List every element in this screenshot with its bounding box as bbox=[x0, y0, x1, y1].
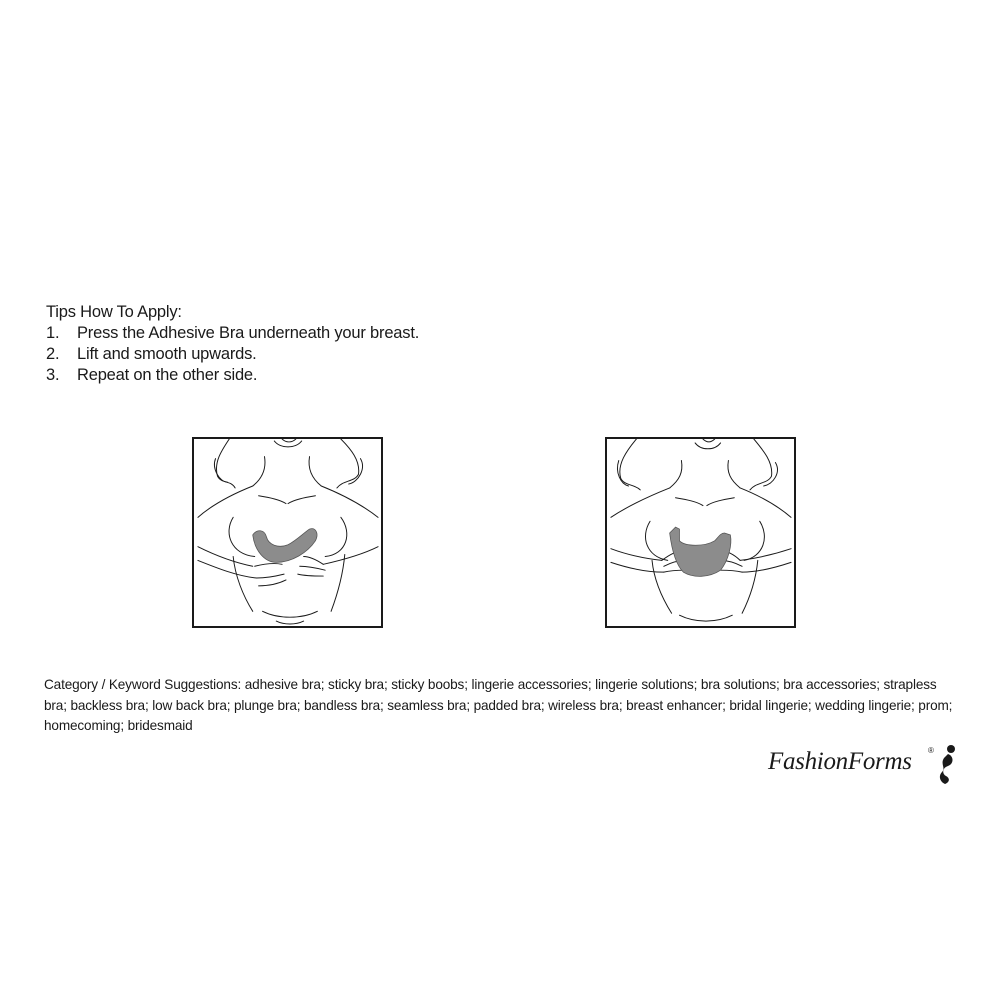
step-text: Lift and smooth upwards. bbox=[77, 345, 257, 363]
tips-steps-list bbox=[46, 323, 646, 386]
apply-press-drawing bbox=[194, 439, 381, 626]
apply-lift-illustration bbox=[605, 437, 796, 628]
keyword-suggestions bbox=[44, 675, 954, 737]
step-text: Repeat on the other side. bbox=[77, 366, 258, 384]
tips-step bbox=[46, 365, 646, 386]
application-tips bbox=[46, 302, 646, 386]
tips-heading: Tips How To Apply: bbox=[46, 303, 182, 321]
tips-step bbox=[46, 323, 646, 344]
registered-mark: ® bbox=[928, 746, 934, 755]
logo-wordmark: FashionForms bbox=[768, 748, 912, 775]
step-text: Press the Adhesive Bra underneath your breast. bbox=[77, 324, 420, 342]
step-number: 3. bbox=[46, 366, 60, 384]
apply-press-illustration bbox=[192, 437, 383, 628]
step-number: 1. bbox=[46, 324, 60, 342]
tips-step bbox=[46, 344, 646, 365]
apply-lift-drawing bbox=[607, 439, 794, 626]
fashion-forms-logo bbox=[768, 742, 958, 786]
logo-figure-icon bbox=[936, 744, 958, 784]
keywords-text: adhesive bra; sticky bra; sticky boobs; lingerie accessories; lingerie solutions; bra solutions; bra accessories; strapless bra; backless bra; low back bra; plunge bra; bandless bra; seamless bra; padded bra; wireless bra; breast enhancer; bridal lingerie; wedding lingerie; prom; homecoming; bridesmaid bbox=[44, 677, 953, 733]
step-number: 2. bbox=[46, 345, 60, 363]
keywords-label: Category / Keyword Suggestions: bbox=[44, 677, 242, 692]
